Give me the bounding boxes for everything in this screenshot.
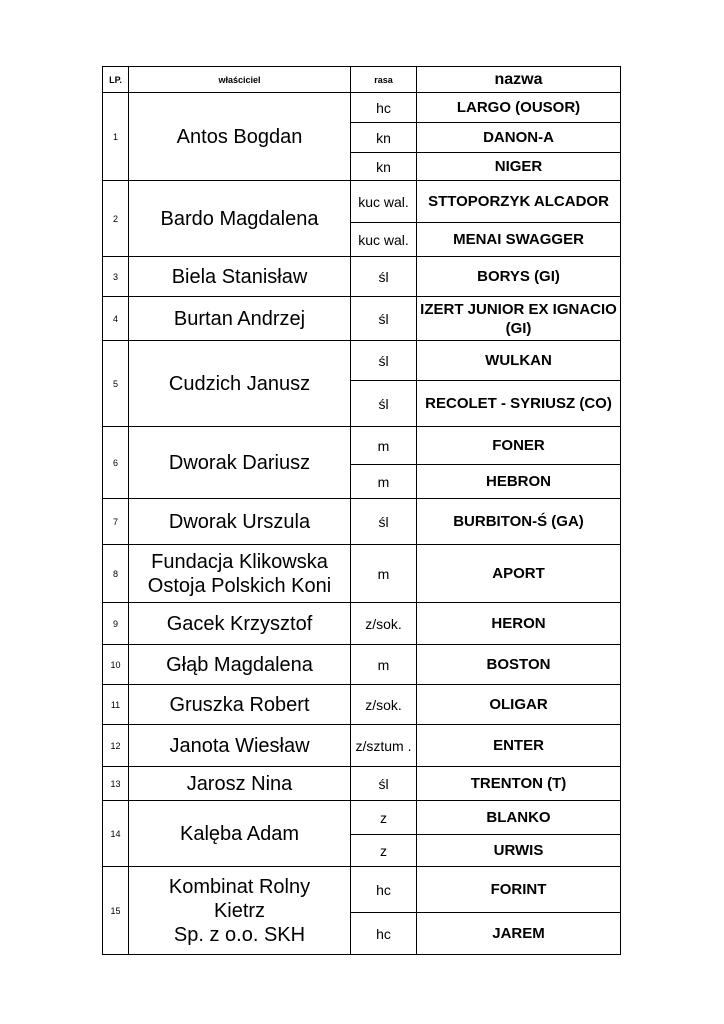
breed-cell: kuc wal.: [351, 223, 417, 257]
breed-cell: m: [351, 645, 417, 685]
horse-name-cell: TRENTON (T): [417, 767, 621, 801]
breed-cell: m: [351, 545, 417, 603]
breed-cell: kn: [351, 153, 417, 181]
horse-name-cell: IZERT JUNIOR EX IGNACIO (GI): [417, 297, 621, 341]
row-number: 9: [103, 603, 129, 645]
row-number: 2: [103, 181, 129, 257]
table-row: [103, 725, 621, 767]
row-number: 6: [103, 427, 129, 499]
horse-name-cell: BLANKO: [417, 801, 621, 835]
row-number: 8: [103, 545, 129, 603]
table-row: [103, 685, 621, 725]
owner-name-line: Antos Bogdan: [176, 125, 303, 148]
owner-name-line: Janota Wiesław: [169, 734, 310, 757]
horse-name-cell: BOSTON: [417, 645, 621, 685]
horse-name-cell: BURBITON-Ś (GA): [417, 499, 621, 545]
table-row: [103, 867, 621, 913]
owner-cell: [129, 603, 351, 645]
owner-name-line: Dworak Urszula: [168, 510, 311, 533]
owner-cell: [129, 545, 351, 603]
owner-name-line: Jarosz Nina: [186, 772, 293, 795]
row-number: 14: [103, 801, 129, 867]
owner-cell: [129, 867, 351, 955]
row-number: 10: [103, 645, 129, 685]
table-row: [103, 297, 621, 341]
breed-cell: śl: [351, 297, 417, 341]
registry-body: [103, 93, 621, 955]
horse-name-cell: OLIGAR: [417, 685, 621, 725]
header-row: [103, 67, 621, 93]
row-number: 4: [103, 297, 129, 341]
owner-cell: [129, 297, 351, 341]
owner-name-line: Sp. z o.o. SKH: [173, 923, 306, 946]
header-name: nazwa: [417, 67, 621, 93]
owner-name-line: Bardo Magdalena: [160, 207, 319, 230]
breed-cell: m: [351, 465, 417, 499]
horse-name-cell: APORT: [417, 545, 621, 603]
table-row: [103, 545, 621, 603]
breed-cell: śl: [351, 381, 417, 427]
owner-cell: [129, 499, 351, 545]
owner-cell: [129, 685, 351, 725]
table-row: [103, 603, 621, 645]
owner-cell: [129, 767, 351, 801]
owner-name-line: Dworak Dariusz: [168, 451, 311, 474]
horse-name-cell: ENTER: [417, 725, 621, 767]
horse-name-cell: NIGER: [417, 153, 621, 181]
owner-name-line: Kombinat Rolny: [168, 875, 311, 898]
table-row: [103, 181, 621, 223]
breed-cell: śl: [351, 767, 417, 801]
table-row: [103, 499, 621, 545]
table-row: [103, 93, 621, 123]
owner-name-line: Cudzich Janusz: [168, 372, 311, 395]
breed-cell: z/sztum .: [351, 725, 417, 767]
owner-name-line: Burtan Andrzej: [173, 307, 306, 330]
horse-name-cell: BORYS (GI): [417, 257, 621, 297]
breed-cell: z/sok.: [351, 603, 417, 645]
row-number: 15: [103, 867, 129, 955]
header-lp: LP.: [103, 67, 129, 93]
row-number: 7: [103, 499, 129, 545]
row-number: 1: [103, 93, 129, 181]
breed-cell: hc: [351, 913, 417, 955]
owner-name-line: Kietrz: [213, 899, 266, 922]
horse-name-cell: LARGO (OUSOR): [417, 93, 621, 123]
breed-cell: hc: [351, 867, 417, 913]
table-row: [103, 767, 621, 801]
horse-name-cell: HEBRON: [417, 465, 621, 499]
breed-cell: śl: [351, 499, 417, 545]
row-number: 13: [103, 767, 129, 801]
owner-cell: [129, 93, 351, 181]
owner-cell: [129, 257, 351, 297]
horse-name-cell: URWIS: [417, 835, 621, 867]
table-row: [103, 427, 621, 465]
owner-cell: [129, 427, 351, 499]
row-number: 11: [103, 685, 129, 725]
table-row: [103, 801, 621, 835]
breed-cell: z: [351, 835, 417, 867]
owner-name-line: Gacek Krzysztof: [166, 612, 313, 635]
owner-name-line: Fundacja Klikowska: [151, 550, 328, 573]
breed-cell: kuc wal.: [351, 181, 417, 223]
horse-registry-table: [102, 66, 621, 955]
table-row: [103, 257, 621, 297]
row-number: 3: [103, 257, 129, 297]
breed-cell: śl: [351, 341, 417, 381]
owner-name-line: Biela Stanisław: [171, 265, 308, 288]
horse-name-cell: RECOLET - SYRIUSZ (CO): [417, 381, 621, 427]
table-row: [103, 645, 621, 685]
breed-cell: kn: [351, 123, 417, 153]
breed-cell: śl: [351, 257, 417, 297]
owner-name-line: Ostoja Polskich Koni: [147, 574, 332, 597]
breed-cell: z/sok.: [351, 685, 417, 725]
owner-cell: [129, 341, 351, 427]
header-breed: rasa: [351, 67, 417, 93]
horse-name-cell: MENAI SWAGGER: [417, 223, 621, 257]
horse-name-cell: JAREM: [417, 913, 621, 955]
horse-name-cell: FORINT: [417, 867, 621, 913]
horse-name-cell: WULKAN: [417, 341, 621, 381]
owner-cell: [129, 645, 351, 685]
owner-name-line: Głąb Magdalena: [166, 653, 313, 676]
horse-name-cell: STTOPORZYK ALCADOR: [417, 181, 621, 223]
horse-name-cell: FONER: [417, 427, 621, 465]
breed-cell: z: [351, 801, 417, 835]
row-number: 5: [103, 341, 129, 427]
header-owner: właściciel: [129, 67, 351, 93]
owner-cell: [129, 181, 351, 257]
breed-cell: hc: [351, 93, 417, 123]
row-number: 12: [103, 725, 129, 767]
owner-cell: [129, 801, 351, 867]
horse-name-cell: DANON-A: [417, 123, 621, 153]
horse-name-cell: HERON: [417, 603, 621, 645]
table-row: [103, 341, 621, 381]
owner-name-line: Gruszka Robert: [169, 693, 310, 716]
owner-cell: [129, 725, 351, 767]
owner-name-line: Kalęba Adam: [180, 822, 299, 845]
breed-cell: m: [351, 427, 417, 465]
